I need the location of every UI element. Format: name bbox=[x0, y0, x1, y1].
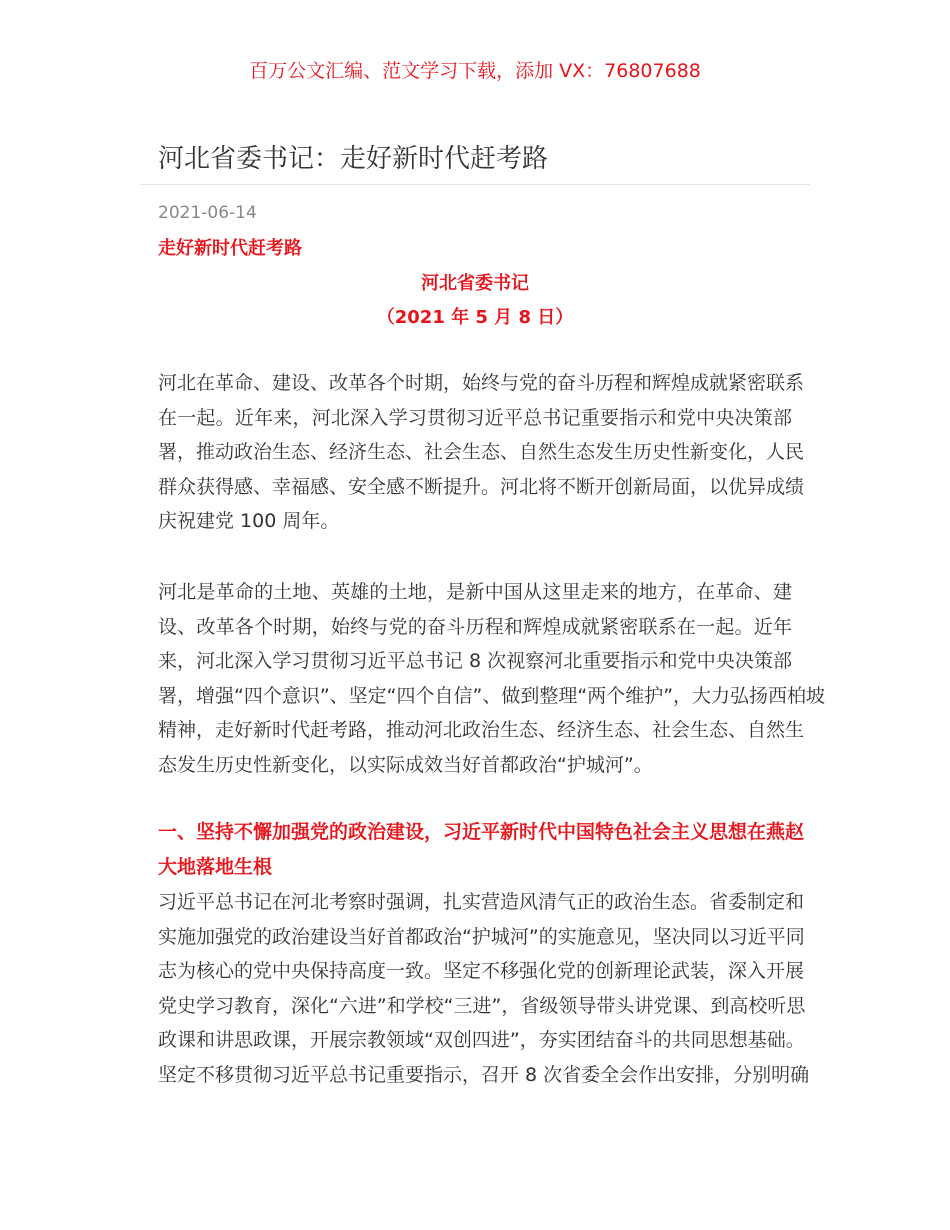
publish-date: 2021-06-14 bbox=[158, 203, 257, 223]
text-line: 习近平总书记在河北考察时强调，扎实营造风清气正的政治生态。省委制定和 bbox=[158, 891, 805, 913]
paragraph-1 bbox=[158, 366, 805, 539]
author-date: （2021 年 5 月 8 日） bbox=[376, 307, 574, 328]
article-author: 河北省委书记 bbox=[421, 273, 529, 294]
title-divider bbox=[140, 184, 810, 185]
text-line: 精神，走好新时代赶考路，推动河北政治生态、经济生态、社会生态、自然生 bbox=[158, 719, 805, 741]
text-line: 一、坚持不懈加强党的政治建设，习近平新时代中国特色社会主义思想在燕赵 bbox=[158, 821, 805, 843]
paragraph-3 bbox=[158, 885, 810, 1092]
text-line: 党史学习教育，深化“六进”和学校“三进”，省级领导带头讲党课、到高校听思 bbox=[158, 994, 806, 1017]
text-line: 政课和讲思政课，开展宗教领域“双创四进”，夯实团结奋斗的共同思想基础。 bbox=[158, 1029, 805, 1051]
text-line: 河北在革命、建设、改革各个时期，始终与党的奋斗历程和辉煌成就紧密联系 bbox=[158, 372, 805, 394]
text-line: 署，增强“四个意识”、坚定“四个自信”、做到整理“两个维护”，大力弘扬西柏坡 bbox=[158, 684, 826, 707]
promo-banner: 百万公文汇编、范文学习下载，添加 VX：76807688 bbox=[249, 60, 701, 82]
text-line: 态发生历史性新变化，以实际成效当好首都政治“护城河”。 bbox=[158, 753, 653, 776]
text-line: 在一起。近年来，河北深入学习贯彻习近平总书记重要指示和党中央决策部 bbox=[158, 406, 792, 429]
text-line: 设、改革各个时期，始终与党的奋斗历程和辉煌成就紧密联系在一起。近年 bbox=[158, 615, 792, 638]
article-subtitle: 走好新时代赶考路 bbox=[158, 238, 302, 259]
paragraph-2 bbox=[158, 575, 826, 782]
page-title: 河北省委书记：走好新时代赶考路 bbox=[158, 144, 549, 174]
text-line: 来，河北深入学习贯彻习近平总书记 8 次视察河北重要指示和党中央决策部 bbox=[158, 650, 792, 672]
text-line: 志为核心的党中央保持高度一致。坚定不移强化党的创新理论武装，深入开展 bbox=[158, 960, 805, 982]
section-heading-1 bbox=[158, 815, 805, 884]
text-line: 庆祝建党 100 周年。 bbox=[158, 510, 340, 532]
text-line: 署，推动政治生态、经济生态、社会生态、自然生态发生历史性新变化，人民 bbox=[158, 441, 805, 463]
text-line: 实施加强党的政治建设当好首都政治“护城河”的实施意见，坚决同以习近平同 bbox=[158, 925, 805, 948]
text-line: 坚定不移贯彻习近平总书记重要指示，召开 8 次省委全会作出安排，分别明确 bbox=[158, 1063, 810, 1086]
text-line: 河北是革命的土地、英雄的土地，是新中国从这里走来的地方，在革命、建 bbox=[158, 581, 792, 603]
text-line: 大地落地生根 bbox=[158, 855, 273, 878]
text-line: 群众获得感、幸福感、安全感不断提升。河北将不断开创新局面，以优异成绩 bbox=[158, 475, 805, 498]
